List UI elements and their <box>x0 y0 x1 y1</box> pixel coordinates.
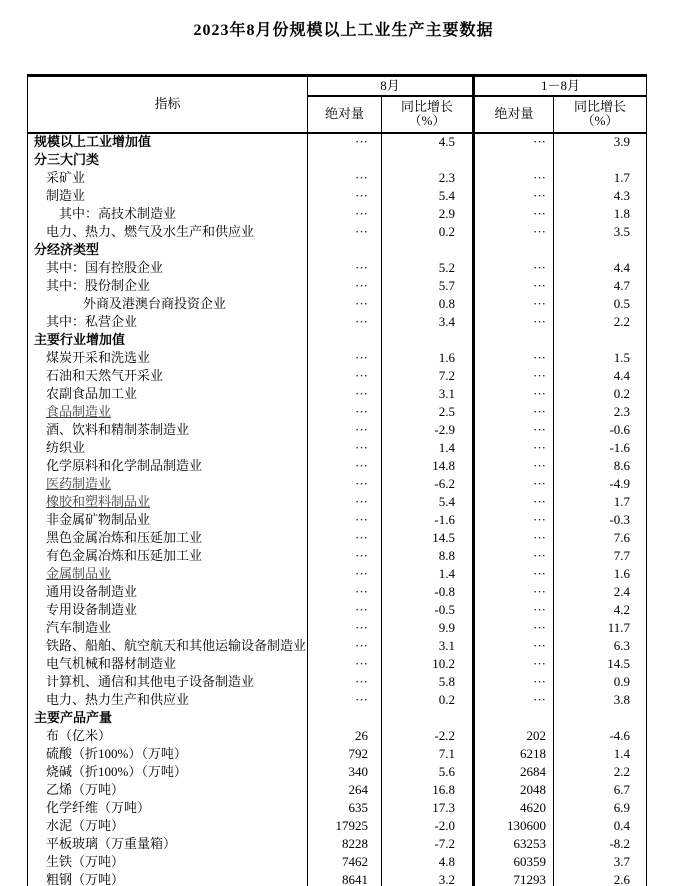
indicator-cell: 其中：私营企业 <box>28 313 308 331</box>
aug-absolute-cell <box>308 151 382 169</box>
page-title: 2023年8月份规模以上工业生产主要数据 <box>193 22 494 39</box>
table-row <box>28 637 647 655</box>
cum-absolute-cell: ··· <box>474 691 554 709</box>
industry-link[interactable]: 食品制造业 <box>46 403 112 419</box>
aug-yoy-cell: -1.6 <box>434 511 456 527</box>
aug-absolute-cell: ··· <box>308 637 382 655</box>
aug-yoy-cell: -6.2 <box>434 475 456 491</box>
aug-yoy-cell: -0.8 <box>434 583 456 599</box>
cum-yoy-cell: 2.2 <box>613 313 631 329</box>
aug-yoy-cell: 14.5 <box>432 529 456 545</box>
cum-absolute-cell: 2684 <box>474 763 554 781</box>
cum-yoy-cell: 1.8 <box>613 205 631 221</box>
cum-absolute-cell: ··· <box>474 367 554 385</box>
cum-absolute-cell: ··· <box>474 277 554 295</box>
table-row <box>28 673 647 691</box>
aug-absolute-cell <box>308 709 382 727</box>
aug-absolute-cell: 8641 <box>308 871 382 886</box>
table-row <box>28 493 647 511</box>
indicator-cell <box>28 403 308 421</box>
cum-absolute-cell: ··· <box>474 637 554 655</box>
cum-yoy-cell: 4.4 <box>613 367 631 383</box>
table-row <box>28 835 647 853</box>
cum-yoy-cell: -8.2 <box>609 835 631 851</box>
cum-absolute-cell: ··· <box>474 601 554 619</box>
aug-absolute-cell: ··· <box>308 313 382 331</box>
indicator-cell: 纺织业 <box>28 439 308 457</box>
aug-yoy-cell: 9.9 <box>438 619 456 635</box>
table-row <box>28 277 647 295</box>
table-row <box>28 457 647 475</box>
cum-absolute-cell: 130600 <box>474 817 554 835</box>
aug-yoy-cell: -2.0 <box>434 817 456 833</box>
indicator-cell: 非金属矿物制品业 <box>28 511 308 529</box>
table-row <box>28 439 647 457</box>
cum-absolute-cell <box>474 151 554 169</box>
header-cum-yoy-line2: （%） <box>581 113 619 128</box>
aug-yoy-cell: 5.8 <box>438 673 456 689</box>
aug-yoy-cell: 10.2 <box>432 655 456 671</box>
cum-absolute-cell: ··· <box>474 583 554 601</box>
cum-yoy-cell: 3.9 <box>613 134 631 150</box>
aug-absolute-cell: 792 <box>308 745 382 763</box>
cum-absolute-cell: 63253 <box>474 835 554 853</box>
aug-yoy-cell: -2.9 <box>434 421 456 437</box>
cum-absolute-cell: ··· <box>474 187 554 205</box>
table-row <box>28 709 647 727</box>
industry-link[interactable]: 橡胶和塑料制品业 <box>46 493 151 509</box>
table-row <box>28 169 647 187</box>
table-row <box>28 565 647 583</box>
aug-absolute-cell: 635 <box>308 799 382 817</box>
header-aug-yoy <box>382 96 474 133</box>
table-row <box>28 781 647 799</box>
aug-absolute-cell: ··· <box>308 385 382 403</box>
aug-absolute-cell: ··· <box>308 205 382 223</box>
cum-yoy-cell: 3.7 <box>613 853 631 869</box>
indicator-cell: 电力、热力生产和供应业 <box>28 691 308 709</box>
cum-absolute-cell: ··· <box>474 565 554 583</box>
indicator-cell: 通用设备制造业 <box>28 583 308 601</box>
aug-absolute-cell: 340 <box>308 763 382 781</box>
header-group-jan-aug: 1－8月 <box>474 76 647 96</box>
cum-yoy-cell: 4.3 <box>613 187 631 203</box>
table-row <box>28 187 647 205</box>
aug-absolute-cell: ··· <box>308 367 382 385</box>
table-row <box>28 547 647 565</box>
table-row <box>28 817 647 835</box>
cum-absolute-cell: ··· <box>474 223 554 241</box>
table-row <box>28 295 647 313</box>
table-row <box>28 853 647 871</box>
industry-link[interactable]: 医药制造业 <box>46 475 112 491</box>
indicator-cell: 分经济类型 <box>28 241 308 259</box>
aug-yoy-cell: 8.8 <box>438 547 456 563</box>
cum-absolute-cell: ··· <box>474 205 554 223</box>
indicator-cell: 生铁（万吨） <box>28 853 308 871</box>
table-row <box>28 205 647 223</box>
aug-yoy-cell: 1.4 <box>438 439 456 455</box>
table-row <box>28 403 647 421</box>
cum-absolute-cell: 71293 <box>474 871 554 886</box>
table-row <box>28 799 647 817</box>
indicator-cell: 化学原料和化学制品制造业 <box>28 457 308 475</box>
cum-yoy-cell <box>554 331 647 349</box>
table-row <box>28 241 647 259</box>
cum-yoy-cell: 8.6 <box>613 457 631 473</box>
cum-yoy-cell: 1.5 <box>613 349 631 365</box>
cum-absolute-cell: ··· <box>474 475 554 493</box>
cum-yoy-cell: 1.7 <box>613 493 631 509</box>
aug-yoy-cell: 3.4 <box>438 313 456 329</box>
indicator-cell: 水泥（万吨） <box>28 817 308 835</box>
indicator-cell: 采矿业 <box>28 169 308 187</box>
indicator-cell: 电气机械和器材制造业 <box>28 655 308 673</box>
cum-absolute-cell <box>474 709 554 727</box>
indicator-cell: 烧碱（折100%）（万吨） <box>28 763 308 781</box>
indicator-cell <box>28 565 308 583</box>
cum-yoy-cell: 0.2 <box>613 385 631 401</box>
cum-absolute-cell: ··· <box>474 133 554 151</box>
aug-yoy-cell: 5.7 <box>438 277 456 293</box>
aug-yoy-cell <box>382 151 474 169</box>
production-data-table <box>27 74 647 886</box>
indicator-cell: 汽车制造业 <box>28 619 308 637</box>
aug-yoy-cell: 3.1 <box>438 385 456 401</box>
aug-absolute-cell: ··· <box>308 475 382 493</box>
cum-yoy-cell: 7.7 <box>613 547 631 563</box>
cum-yoy-cell: -0.6 <box>609 421 631 437</box>
cum-absolute-cell: ··· <box>474 673 554 691</box>
table-row <box>28 421 647 439</box>
aug-absolute-cell: ··· <box>308 259 382 277</box>
indicator-cell: 分三大门类 <box>28 151 308 169</box>
aug-absolute-cell: ··· <box>308 583 382 601</box>
indicator-cell: 其中：国有控股企业 <box>28 259 308 277</box>
table-header <box>28 76 647 133</box>
cum-yoy-cell: 3.8 <box>613 691 631 707</box>
cum-yoy-cell: 0.5 <box>613 295 631 311</box>
cum-absolute-cell: ··· <box>474 259 554 277</box>
table-row <box>28 313 647 331</box>
aug-absolute-cell: ··· <box>308 349 382 367</box>
aug-absolute-cell: ··· <box>308 439 382 457</box>
indicator-cell: 制造业 <box>28 187 308 205</box>
header-cum-yoy-line1: 同比增长 <box>574 99 627 115</box>
indicator-cell: 煤炭开采和洗选业 <box>28 349 308 367</box>
indicator-cell: 外商及港澳台商投资企业 <box>28 295 308 313</box>
cum-yoy-cell: -1.6 <box>609 439 631 455</box>
table-row <box>28 763 647 781</box>
aug-yoy-cell: 17.3 <box>432 799 456 815</box>
aug-absolute-cell: ··· <box>308 673 382 691</box>
aug-yoy-cell: 4.8 <box>438 853 456 869</box>
aug-yoy-cell: 14.8 <box>432 457 456 473</box>
cum-absolute-cell: ··· <box>474 493 554 511</box>
cum-yoy-cell: 2.4 <box>613 583 631 599</box>
aug-absolute-cell: ··· <box>308 187 382 205</box>
table-row <box>28 151 647 169</box>
indicator-cell: 化学纤维（万吨） <box>28 799 308 817</box>
indicator-cell: 黑色金属冶炼和压延加工业 <box>28 529 308 547</box>
indicator-cell: 专用设备制造业 <box>28 601 308 619</box>
aug-yoy-cell: 7.2 <box>438 367 456 383</box>
cum-absolute-cell: 6218 <box>474 745 554 763</box>
industry-link[interactable]: 金属制品业 <box>46 565 112 581</box>
aug-yoy-cell: -0.5 <box>434 601 456 617</box>
table-row <box>28 223 647 241</box>
cum-absolute-cell: ··· <box>474 295 554 313</box>
cum-yoy-cell: 4.4 <box>613 259 631 275</box>
indicator-cell <box>28 475 308 493</box>
aug-absolute-cell: ··· <box>308 223 382 241</box>
cum-yoy-cell: 2.6 <box>613 871 631 886</box>
indicator-cell: 布（亿米） <box>28 727 308 745</box>
aug-yoy-cell: -7.2 <box>434 835 456 851</box>
cum-absolute-cell: 2048 <box>474 781 554 799</box>
table-row <box>28 871 647 886</box>
header-aug-yoy-line2: （%） <box>408 113 446 128</box>
header-cum-yoy <box>554 96 647 133</box>
indicator-cell: 主要行业增加值 <box>28 331 308 349</box>
aug-absolute-cell: 17925 <box>308 817 382 835</box>
indicator-cell: 主要产品产量 <box>28 709 308 727</box>
cum-absolute-cell: 4620 <box>474 799 554 817</box>
cum-absolute-cell: ··· <box>474 349 554 367</box>
aug-absolute-cell: 7462 <box>308 853 382 871</box>
aug-absolute-cell: ··· <box>308 511 382 529</box>
cum-absolute-cell: ··· <box>474 511 554 529</box>
aug-absolute-cell: ··· <box>308 277 382 295</box>
indicator-cell: 计算机、通信和其他电子设备制造业 <box>28 673 308 691</box>
table-row <box>28 385 647 403</box>
cum-yoy-cell: -0.3 <box>609 511 631 527</box>
table-row <box>28 133 647 151</box>
cum-yoy-cell: 6.7 <box>613 781 631 797</box>
cum-absolute-cell: ··· <box>474 529 554 547</box>
cum-yoy-cell: 11.7 <box>607 619 631 635</box>
indicator-cell: 农副食品加工业 <box>28 385 308 403</box>
aug-yoy-cell <box>382 709 474 727</box>
aug-yoy-cell: 4.5 <box>438 134 456 150</box>
indicator-cell: 乙烯（万吨） <box>28 781 308 799</box>
aug-yoy-cell: 3.1 <box>438 637 456 653</box>
aug-absolute-cell <box>308 331 382 349</box>
cum-yoy-cell: 1.7 <box>613 169 631 185</box>
cum-yoy-cell <box>554 709 647 727</box>
indicator-cell: 酒、饮料和精制茶制造业 <box>28 421 308 439</box>
indicator-cell: 有色金属冶炼和压延加工业 <box>28 547 308 565</box>
table-row <box>28 619 647 637</box>
aug-absolute-cell <box>308 241 382 259</box>
aug-absolute-cell: ··· <box>308 493 382 511</box>
aug-yoy-cell: 7.1 <box>438 745 456 761</box>
cum-yoy-cell: -4.6 <box>609 727 631 743</box>
cum-absolute-cell: ··· <box>474 169 554 187</box>
aug-absolute-cell: ··· <box>308 529 382 547</box>
cum-yoy-cell: 4.2 <box>613 601 631 617</box>
table-row <box>28 475 647 493</box>
aug-yoy-cell: 5.4 <box>438 187 456 203</box>
indicator-cell: 电力、热力、燃气及水生产和供应业 <box>28 223 308 241</box>
indicator-cell: 石油和天然气开采业 <box>28 367 308 385</box>
aug-yoy-cell <box>382 331 474 349</box>
aug-absolute-cell: ··· <box>308 601 382 619</box>
aug-yoy-cell: 3.2 <box>438 871 456 886</box>
aug-absolute-cell: 264 <box>308 781 382 799</box>
aug-absolute-cell: 26 <box>308 727 382 745</box>
aug-absolute-cell: ··· <box>308 565 382 583</box>
indicator-cell: 粗钢（万吨） <box>28 871 308 886</box>
aug-absolute-cell: ··· <box>308 169 382 187</box>
cum-absolute-cell: ··· <box>474 313 554 331</box>
aug-yoy-cell: 2.9 <box>438 205 456 221</box>
aug-absolute-cell: ··· <box>308 655 382 673</box>
cum-yoy-cell: 4.7 <box>613 277 631 293</box>
header-indicator: 指标 <box>28 76 308 133</box>
indicator-cell: 规模以上工业增加值 <box>28 133 308 151</box>
indicator-cell <box>28 493 308 511</box>
indicator-cell: 其中：高技术制造业 <box>28 205 308 223</box>
table-row <box>28 601 647 619</box>
table-row <box>28 727 647 745</box>
cum-yoy-cell: 0.4 <box>613 817 631 833</box>
aug-yoy-cell: 5.2 <box>438 259 456 275</box>
aug-yoy-cell: 2.3 <box>438 169 456 185</box>
table-row <box>28 349 647 367</box>
table-body <box>28 133 647 886</box>
cum-yoy-cell: -4.9 <box>609 475 631 491</box>
table-row <box>28 331 647 349</box>
aug-absolute-cell: 8228 <box>308 835 382 853</box>
aug-yoy-cell: 0.2 <box>438 691 456 707</box>
cum-yoy-cell: 2.3 <box>613 403 631 419</box>
table-row <box>28 367 647 385</box>
header-aug-yoy-line1: 同比增长 <box>401 99 454 115</box>
table-row <box>28 745 647 763</box>
cum-yoy-cell: 1.4 <box>613 745 631 761</box>
indicator-cell: 平板玻璃（万重量箱） <box>28 835 308 853</box>
table-row <box>28 655 647 673</box>
aug-yoy-cell <box>382 241 474 259</box>
aug-yoy-cell: 1.4 <box>438 565 456 581</box>
cum-yoy-cell: 7.6 <box>613 529 631 545</box>
header-group-august: 8月 <box>308 76 474 96</box>
aug-absolute-cell: ··· <box>308 457 382 475</box>
table-row <box>28 259 647 277</box>
cum-absolute-cell: ··· <box>474 439 554 457</box>
aug-absolute-cell: ··· <box>308 691 382 709</box>
aug-absolute-cell: ··· <box>308 403 382 421</box>
cum-absolute-cell: ··· <box>474 421 554 439</box>
aug-yoy-cell: 5.4 <box>438 493 456 509</box>
aug-yoy-cell: 0.2 <box>438 223 456 239</box>
cum-absolute-cell: ··· <box>474 619 554 637</box>
cum-absolute-cell: ··· <box>474 547 554 565</box>
aug-yoy-cell: 0.8 <box>438 295 456 311</box>
cum-absolute-cell: 60359 <box>474 853 554 871</box>
indicator-cell: 铁路、船舶、航空航天和其他运输设备制造业 <box>28 637 308 655</box>
cum-yoy-cell <box>554 241 647 259</box>
cum-yoy-cell: 0.9 <box>613 673 631 689</box>
aug-absolute-cell: ··· <box>308 619 382 637</box>
indicator-cell: 其中：股份制企业 <box>28 277 308 295</box>
cum-absolute-cell: ··· <box>474 403 554 421</box>
cum-yoy-cell: 2.2 <box>613 763 631 779</box>
cum-absolute-cell <box>474 241 554 259</box>
cum-yoy-cell: 1.6 <box>613 565 631 581</box>
aug-absolute-cell: ··· <box>308 421 382 439</box>
table-row <box>28 511 647 529</box>
cum-absolute-cell: ··· <box>474 385 554 403</box>
aug-absolute-cell: ··· <box>308 547 382 565</box>
header-aug-absolute: 绝对量 <box>308 96 382 133</box>
cum-yoy-cell: 6.9 <box>613 799 631 815</box>
cum-yoy-cell <box>554 151 647 169</box>
header-cum-absolute: 绝对量 <box>474 96 554 133</box>
aug-absolute-cell: ··· <box>308 295 382 313</box>
cum-absolute-cell: 202 <box>474 727 554 745</box>
table-row <box>28 691 647 709</box>
aug-yoy-cell: 16.8 <box>432 781 456 797</box>
aug-yoy-cell: 5.6 <box>438 763 456 779</box>
cum-yoy-cell: 6.3 <box>613 637 631 653</box>
aug-yoy-cell: 2.5 <box>438 403 456 419</box>
cum-yoy-cell: 3.5 <box>613 223 631 239</box>
aug-yoy-cell: 1.6 <box>438 349 456 365</box>
cum-absolute-cell: ··· <box>474 655 554 673</box>
indicator-cell: 硫酸（折100%）（万吨） <box>28 745 308 763</box>
aug-yoy-cell: -2.2 <box>434 727 456 743</box>
table-row <box>28 583 647 601</box>
table-row <box>28 529 647 547</box>
aug-absolute-cell: ··· <box>308 133 382 151</box>
cum-absolute-cell: ··· <box>474 457 554 475</box>
cum-yoy-cell: 14.5 <box>607 655 631 671</box>
cum-absolute-cell <box>474 331 554 349</box>
